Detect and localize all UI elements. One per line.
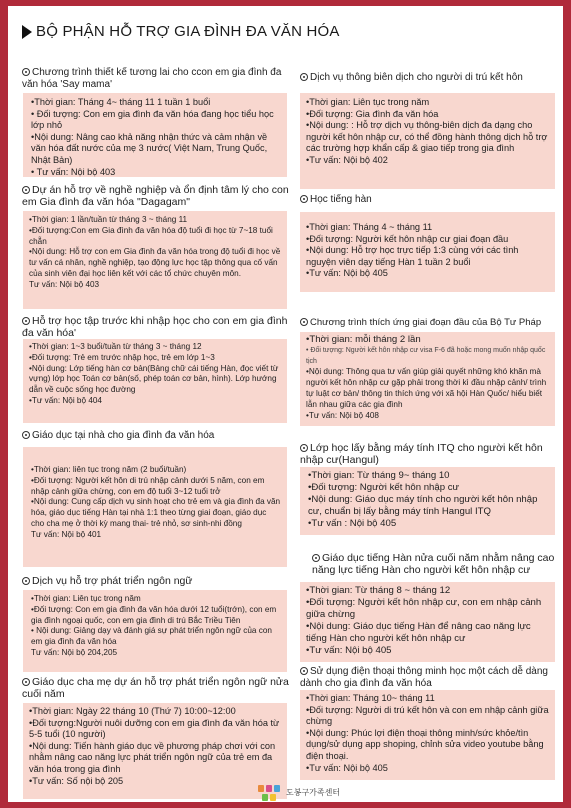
section-heading-pre-school (22, 315, 290, 339)
info-box-pre-school (23, 339, 287, 423)
info-time: •Thời gian: mỗi tháng 2 lần (306, 334, 421, 345)
info-content: •Nội dung: Lớp tiếng hàn cơ bản(Bảng chữ cái tiếng Hàn, đọc viết từ vựng) lớp học Toán cơ bản(số, phép toán cơ bản, hình). Lớp hướng dẫn về cuộc sống học đường (29, 363, 279, 395)
info-target: •Đối tượng: Con em gia đình đa văn hóa dưới 12 tuổi(trớn), con em gia đình ngoại quốc, con em gia đình di trú Bắc Triều Tiên (31, 604, 277, 625)
circle-bullet-icon (22, 678, 30, 686)
info-box-say-mama (23, 93, 287, 177)
circle-bullet-icon (300, 667, 308, 675)
info-content: •Nội dung: Phúc lợi điện thoại thông minh/sức khỏe/tìn dụng/sử dụng app shoping, chỉnh sửa video youtube bằng điện thoại. (306, 727, 544, 761)
info-contact: Tư vấn: Nội bộ 401 (31, 529, 102, 539)
info-target: • Đối tượng: Con em gia đình đa văn hóa đang học tiểu học lớp nhỏ (31, 108, 274, 131)
heading-text: Chương trình thiết kế tương lai cho ccon em gia đình đa văn hóa 'Say mama' (22, 67, 282, 90)
info-target: •Đối tượng:Người nuôi dưỡng con em gia đình đa văn hóa từ 5-5 tuổi (10 người) (29, 717, 280, 740)
center-name: 도봉구가족센터 (286, 788, 341, 797)
circle-bullet-icon (22, 317, 30, 325)
info-time: •Thời gian: Tháng 10~ tháng 11 (306, 693, 435, 703)
info-content: •Nội dung: Giáo dục tiếng Hàn để nâng cao năng lực tiếng Hàn cho người kết hôn nhập cư (306, 621, 531, 644)
info-box-korean-advanced (300, 582, 555, 662)
info-contact: •Tư vấn: Nội bộ 405 (306, 645, 392, 656)
circle-bullet-icon (312, 554, 320, 562)
page-title (22, 23, 340, 40)
section-heading-itq-class (300, 442, 558, 466)
info-contact: •Tư vấn: Nội bộ 405 (306, 762, 388, 773)
info-contact: Tư vấn: Nội bộ 204,205 (31, 647, 118, 657)
section-heading-home-education (22, 430, 290, 442)
info-target: •Đối tượng: Người kết hôn nhập cư giai đoạn đầu (306, 233, 509, 244)
section-heading-dagagam (22, 184, 290, 208)
info-box-ministry-justice (300, 332, 555, 426)
info-contact: Tư vấn: Nội bộ 403 (29, 279, 100, 289)
info-contact: •Tư vấn: Số nội bộ 205 (29, 775, 124, 786)
circle-bullet-icon (22, 186, 30, 194)
circle-bullet-icon (300, 195, 308, 203)
info-contact: •Tư vấn : Nội bộ 405 (308, 518, 397, 529)
section-heading-parent-education (22, 676, 290, 700)
circle-bullet-icon (300, 318, 308, 326)
heading-text: Sử dụng điện thoại thông minh học một cách dễ dàng dành cho gia đình đa văn hóa (300, 666, 548, 689)
circle-bullet-icon (300, 444, 308, 452)
info-content: •Nội dung: Thông qua tư vấn giúp giải quyết những khó khăn mà người kết hôn nhập cư gặp phải trong thời kì đầu nhập cảnh/ trình tự luật cơ bản/ thông tin thích ứng với xã hội Hàn Quốc/ hiểu biết lẫn nhau giữa các gia đình (306, 367, 547, 409)
section-heading-translation (300, 72, 558, 84)
info-content: •Nội dung: Hỗ trợ học trực tiếp 1:3 cùng với các tình nguyện viên dạy tiếng Hàn 1 tuần 2 buổi (306, 245, 519, 267)
triangle-icon (22, 25, 32, 39)
info-box-korean-class (300, 212, 555, 292)
heading-text: Lớp học lấy bằng máy tính ITQ cho người kết hôn nhập cư(Hangul) (300, 442, 543, 466)
info-target: •Đối tượng: Người kết hôn nhập cư, con em nhập cảnh giữa chừng (306, 597, 542, 620)
heading-text: Học tiếng hàn (310, 194, 372, 205)
info-content: •Nội dung: : Hỗ trợ dịch vụ thông-biên dịch đa dạng cho người kết hôn nhập cư, có thể đồng hành thông dịch hỗ trợ các trường hợp khẩn cấp & giao tiếp trong gia đình (306, 120, 548, 154)
info-target: •Đối tượng: Người kết hôn di trú nhập cảnh dưới 5 năm, con em nhập cảnh giữa chừng, con em độ tuổi 3~12 tuổi trở (31, 475, 265, 496)
info-content: • Nội dung: Giảng dạy và đánh giá sự phát triển ngôn ngữ của con em gia đình đa văn hóa (31, 626, 272, 647)
info-time: •Thời gian: 1 lần/tuần từ tháng 3 ~ tháng 11 (29, 215, 188, 224)
heading-text: Dịch vụ hỗ trợ phát triển ngôn ngữ (32, 575, 193, 587)
circle-bullet-icon (22, 68, 30, 76)
info-time: •Thời gian: Liên tục trong năm (31, 594, 141, 603)
info-time: •Thời gian: Từ tháng 8 ~ tháng 12 (306, 585, 451, 596)
info-box-itq-class (300, 467, 555, 535)
info-contact: •Tư vấn: Nội bộ 408 (306, 410, 379, 420)
heading-text: Chương trình thích ứng giai đoạn đầu của Bộ Tư Pháp (310, 317, 542, 328)
section-heading-language-development (22, 575, 290, 587)
section-heading-ministry-justice (300, 317, 558, 329)
family-center-logo (256, 783, 282, 803)
circle-bullet-icon (22, 577, 30, 585)
info-content: •Nội dung: Hỗ trợ con em Gia đình đa văn hóa trong độ tuổi đi học về tư vấn cá nhân, nghề nghiệp, tạo động lực học tập thông qua cố vấn của sinh viên đại học liên kết với các tổ chức chuyên môn. (29, 247, 281, 278)
section-heading-say-mama (22, 67, 290, 91)
info-time: •Thời gian: Liên tục trong năm (306, 97, 430, 107)
heading-text: Hỗ trợ học tập trước khi nhập học cho con em gia đình đa văn hóa' (22, 315, 288, 339)
info-box-smartphone (300, 690, 555, 780)
info-contact: • Tư vấn: Nội bộ 403 (31, 166, 116, 177)
info-target: •Đối tượng: Trẻ em trước nhập học, trẻ em lớp 1~3 (29, 352, 215, 362)
info-time: •Thời gian: 1~3 buổi/tuần từ tháng 3 ~ tháng 12 (29, 342, 202, 351)
info-target: •Đối tượng: Người di trú kết hôn và con em nhập cảnh giữa chừng (306, 704, 549, 727)
info-content: •Nội dung: Tiến hành giáo dục về phương pháp chơi với con nhằm nâng cao năng lực phát triển ngôn ngữ của trẻ em đa văn hóa trong gia đình (29, 740, 276, 774)
circle-bullet-icon (300, 73, 308, 81)
section-heading-korean-advanced (312, 552, 562, 576)
section-heading-smartphone (300, 666, 558, 690)
info-contact: •Tư vấn: Nội bộ 402 (306, 154, 388, 165)
info-target: •Đối tượng:Con em Gia đình đa văn hóa độ tuổi đi học từ 7~18 tuổi chẵn (29, 225, 273, 246)
info-content: •Nội dung: Giáo dục máy tính cho người kết hôn nhập cư, chuẩn bị lấy bằng máy tính Hangul ITQ (308, 494, 538, 517)
info-box-parent-education (23, 703, 287, 799)
info-target: •Đối tượng: Người kết hôn nhập cư (308, 482, 459, 493)
info-time: •Thời gian: Tháng 4~ tháng 11 1 tuần 1 buổi (31, 97, 211, 107)
info-time: •Thời gian: Từ tháng 9~ tháng 10 (308, 470, 450, 481)
heading-text: Dịch vụ thông biên dịch cho người di trú kết hôn (310, 72, 523, 83)
info-contact: •Tư vấn: Nội bộ 404 (29, 395, 102, 405)
info-box-translation (300, 93, 555, 189)
page (8, 6, 563, 802)
info-time: •Thời gian: liên tục trong năm (2 buổi/tuần) (31, 465, 187, 474)
info-box-language-development (23, 590, 287, 672)
info-box-dagagam (23, 211, 287, 309)
heading-text: Giáo dục cha mẹ dự án hỗ trợ phát triển ngôn ngữ nửa cuối năm (22, 676, 289, 700)
heading-text: Giáo dục tại nhà cho gia đình đa văn hóa (32, 430, 215, 441)
heading-text: Giáo dục tiếng Hàn nửa cuối năm nhằm nâng cao năng lực tiếng Hàn cho người kết hôn nhập cư (312, 552, 555, 576)
section-heading-korean-class (300, 194, 558, 206)
info-target: •Đối tượng: Gia đình đa văn hóa (306, 108, 439, 119)
info-contact: •Tư vấn: Nội bộ 405 (306, 268, 388, 279)
info-content: •Nội dung: Cung cấp dịch vụ sinh hoạt cho trẻ em và gia đình đa văn hóa, giáo dục tiếng Hàn tại nhà 1:1 theo từng giai đoạn, giáo dục cho cha mẹ ở thời kỳ mang thai- trẻ nhỏ, sơ sinh-nhi đồng (31, 497, 281, 528)
info-box-home-education (23, 447, 287, 567)
page-title-text: BỘ PHẬN HỖ TRỢ GIA ĐÌNH ĐA VĂN HÓA (36, 23, 340, 40)
info-time: •Thời gian: Ngày 22 tháng 10 (Thứ 7) 10:00~12:00 (29, 706, 236, 716)
info-target: • Đối tượng: Người kết hôn nhập cư visa F-6 đã hoặc mong muốn nhập quốc tịch (306, 346, 546, 365)
info-content: •Nội dung: Nâng cao khả năng nhận thức và cảm nhận về văn hóa đất nước của mẹ 3 nước( Việt Nam, Trung Quốc, Nhật Bản) (31, 131, 268, 165)
info-time: •Thời gian: Tháng 4 ~ tháng 11 (306, 222, 433, 232)
circle-bullet-icon (22, 431, 30, 439)
heading-text: Dự án hỗ trợ về nghề nghiệp và ổn định tâm lý cho con em Gia đình đa văn hóa "Dagagam" (22, 184, 289, 208)
